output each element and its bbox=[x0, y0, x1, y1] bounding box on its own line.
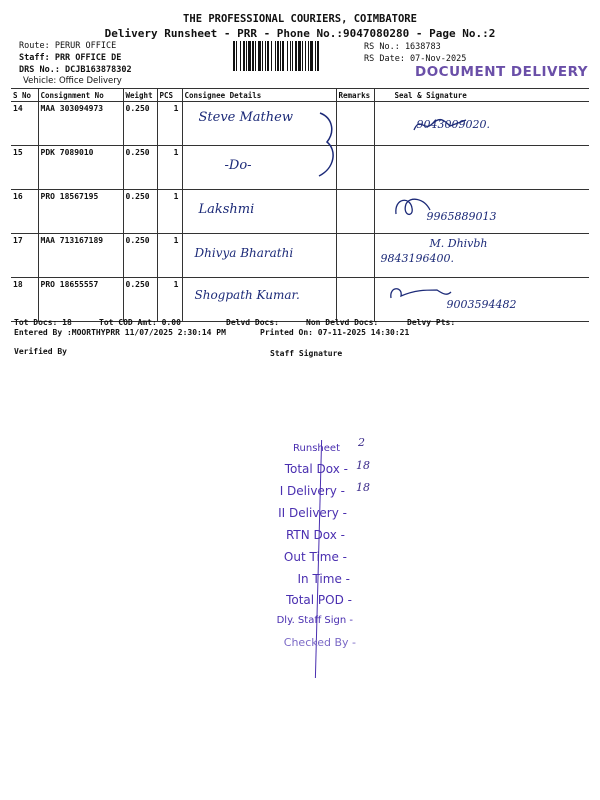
consignment-cell: MAA 303094973 bbox=[38, 102, 123, 146]
consignment-cell: MAA 713167189 bbox=[38, 234, 123, 278]
consignee-cell bbox=[182, 102, 336, 146]
sno-cell: 17 bbox=[11, 234, 38, 278]
barcode-bar bbox=[292, 41, 293, 71]
barcode-bar bbox=[305, 41, 306, 71]
delivery-points: Delvy Pts: bbox=[407, 318, 456, 327]
table-row bbox=[11, 234, 589, 278]
barcode-bar bbox=[287, 41, 288, 71]
pcs-cell: 1 bbox=[157, 234, 182, 278]
consignee-cell bbox=[182, 190, 336, 234]
stamp-in-time-label: In Time - bbox=[297, 572, 350, 586]
stamp-total-dox-label: Total Dox - bbox=[284, 462, 348, 476]
remarks-cell bbox=[336, 278, 374, 322]
barcode-bar bbox=[280, 41, 281, 71]
consignment-cell: PRO 18655557 bbox=[38, 278, 123, 322]
barcode-bar bbox=[290, 41, 291, 71]
sno-cell: 16 bbox=[11, 190, 38, 234]
weight-cell: 0.250 bbox=[123, 102, 157, 146]
barcode-bar bbox=[310, 41, 313, 71]
barcode-bar bbox=[252, 41, 254, 71]
sno-cell: 18 bbox=[11, 278, 38, 322]
delivered-docs: Delvd Docs: bbox=[226, 318, 279, 327]
barcode-bar bbox=[317, 41, 319, 71]
barcode-bar bbox=[277, 41, 279, 71]
rs-date: RS Date: 07-Nov-2025 bbox=[364, 54, 467, 64]
seal-cell bbox=[374, 234, 589, 278]
col-header-pcs: PCS bbox=[157, 89, 182, 102]
barcode-bar bbox=[240, 41, 241, 71]
consignee-handwriting: Dhivya Bharathi bbox=[194, 246, 294, 260]
barcode-bar bbox=[267, 41, 269, 71]
weight-cell: 0.250 bbox=[123, 278, 157, 322]
barcode-bar bbox=[233, 41, 235, 71]
stamp-checked-by-label: Checked By - bbox=[283, 636, 356, 649]
barcode-bar bbox=[243, 41, 245, 71]
col-header-seal: Seal & Signature bbox=[374, 89, 589, 102]
barcode-bar bbox=[271, 41, 272, 71]
consignee-handwriting: Shogpath Kumar. bbox=[194, 288, 300, 302]
verified-by: Verified By bbox=[14, 347, 67, 356]
barcode-bar bbox=[315, 41, 316, 71]
barcode-bar bbox=[265, 41, 266, 71]
consignee-handwriting: -Do- bbox=[224, 158, 252, 173]
signature-scribble-18 bbox=[385, 282, 455, 306]
col-header-remarks: Remarks bbox=[336, 89, 374, 102]
stamp-i-delivery-label: I Delivery - bbox=[279, 484, 345, 498]
seal-cell bbox=[374, 146, 589, 190]
col-header-sno: S No bbox=[11, 89, 38, 102]
col-header-consignment: Consignment No bbox=[38, 89, 123, 102]
weight-cell: 0.250 bbox=[123, 146, 157, 190]
total-docs: Tot Docs: 18 bbox=[14, 318, 72, 327]
pcs-cell: 1 bbox=[157, 102, 182, 146]
seal-name: M. Dhivbh bbox=[429, 237, 488, 250]
consignee-handwriting: Lakshmi bbox=[198, 202, 255, 217]
drs-number: DRS No.: DCJB163878302 bbox=[19, 65, 132, 75]
table-row bbox=[11, 146, 589, 190]
barcode-bar bbox=[255, 41, 256, 71]
sno-cell: 14 bbox=[11, 102, 38, 146]
barcode-bar bbox=[298, 41, 301, 71]
barcode-bar bbox=[258, 41, 261, 71]
remarks-cell bbox=[336, 190, 374, 234]
remarks-cell bbox=[336, 234, 374, 278]
weight-cell: 0.250 bbox=[123, 234, 157, 278]
stamp-out-time-label: Out Time - bbox=[283, 550, 347, 564]
entered-by: Entered By :MOORTHYPRR 11/07/2025 2:30:14 PM bbox=[14, 328, 226, 337]
barcode-bar bbox=[302, 41, 303, 71]
runsheet-subtitle: Delivery Runsheet - PRR - Phone No.:9047080280 - Page No.:2 bbox=[104, 27, 496, 40]
total-cod-amount: Tot COD Amt: 0.00 bbox=[99, 318, 181, 327]
pcs-cell: 1 bbox=[157, 190, 182, 234]
runsheet-stamp bbox=[250, 436, 380, 680]
pcs-cell: 1 bbox=[157, 278, 182, 322]
consignee-cell bbox=[182, 278, 336, 322]
runsheet-table bbox=[11, 88, 589, 322]
stamp-i-delivery-value: 18 bbox=[356, 481, 370, 494]
stamp-total-dox-value: 18 bbox=[356, 459, 370, 472]
consignment-cell: PRO 18567195 bbox=[38, 190, 123, 234]
non-delivered-docs: Non Delvd Docs: bbox=[306, 318, 379, 327]
stamp-runsheet-value: 2 bbox=[358, 436, 365, 449]
stamp-ii-delivery-label: II Delivery - bbox=[278, 506, 347, 520]
stamp-runsheet-label: Runsheet bbox=[293, 443, 340, 454]
vehicle-label: Vehicle: Office Delivery bbox=[23, 76, 122, 86]
printed-on: Printed On: 07-11-2025 14:30:21 bbox=[260, 328, 410, 337]
barcode-bar bbox=[246, 41, 247, 71]
barcode-bar bbox=[308, 41, 309, 71]
document-delivery-stamp: DOCUMENT DELIVERY bbox=[415, 64, 589, 80]
barcode-bar bbox=[236, 41, 237, 71]
seal-phone: 9843196400. bbox=[380, 252, 454, 265]
company-title: THE PROFESSIONAL COURIERS, COIMBATORE bbox=[183, 13, 417, 25]
seal-phone: 9043009020. bbox=[416, 118, 490, 131]
route-label: Route: PERUR OFFICE bbox=[19, 41, 117, 51]
col-header-weight: Weight bbox=[123, 89, 157, 102]
staff-label: Staff: PRR OFFICE DE bbox=[19, 53, 122, 63]
seal-phone: 9965889013 bbox=[426, 210, 497, 223]
stamp-rtn-dox-label: RTN Dox - bbox=[285, 528, 345, 542]
consignee-handwriting: Steve Mathew bbox=[198, 110, 293, 125]
pcs-cell: 1 bbox=[157, 146, 182, 190]
weight-cell: 0.250 bbox=[123, 190, 157, 234]
barcode-bar bbox=[275, 41, 276, 71]
table-row bbox=[11, 190, 589, 234]
sno-cell: 15 bbox=[11, 146, 38, 190]
table-header-row bbox=[11, 89, 589, 102]
bracket-mark bbox=[315, 110, 345, 180]
consignee-cell bbox=[182, 146, 336, 190]
barcode-bar bbox=[262, 41, 263, 71]
consignment-cell: PDK 7089010 bbox=[38, 146, 123, 190]
stamp-total-pod-label: Total POD - bbox=[286, 593, 352, 607]
table-row bbox=[11, 278, 589, 322]
consignee-cell bbox=[182, 234, 336, 278]
barcode-bar bbox=[248, 41, 251, 71]
signature-scribble-16 bbox=[390, 192, 435, 222]
rs-number: RS No.: 1638783 bbox=[364, 42, 441, 52]
seal-phone: 9003594482 bbox=[446, 298, 517, 311]
stamp-staff-sign-label: Dly. Staff Sign - bbox=[276, 615, 353, 626]
barcode-bar bbox=[282, 41, 284, 71]
table-row bbox=[11, 102, 589, 146]
col-header-consignee: Consignee Details bbox=[182, 89, 336, 102]
signature-scribble-14 bbox=[410, 114, 470, 136]
barcode bbox=[233, 41, 361, 71]
staff-signature: Staff Signature bbox=[270, 349, 343, 358]
barcode-bar bbox=[295, 41, 297, 71]
seal-cell bbox=[374, 102, 589, 146]
